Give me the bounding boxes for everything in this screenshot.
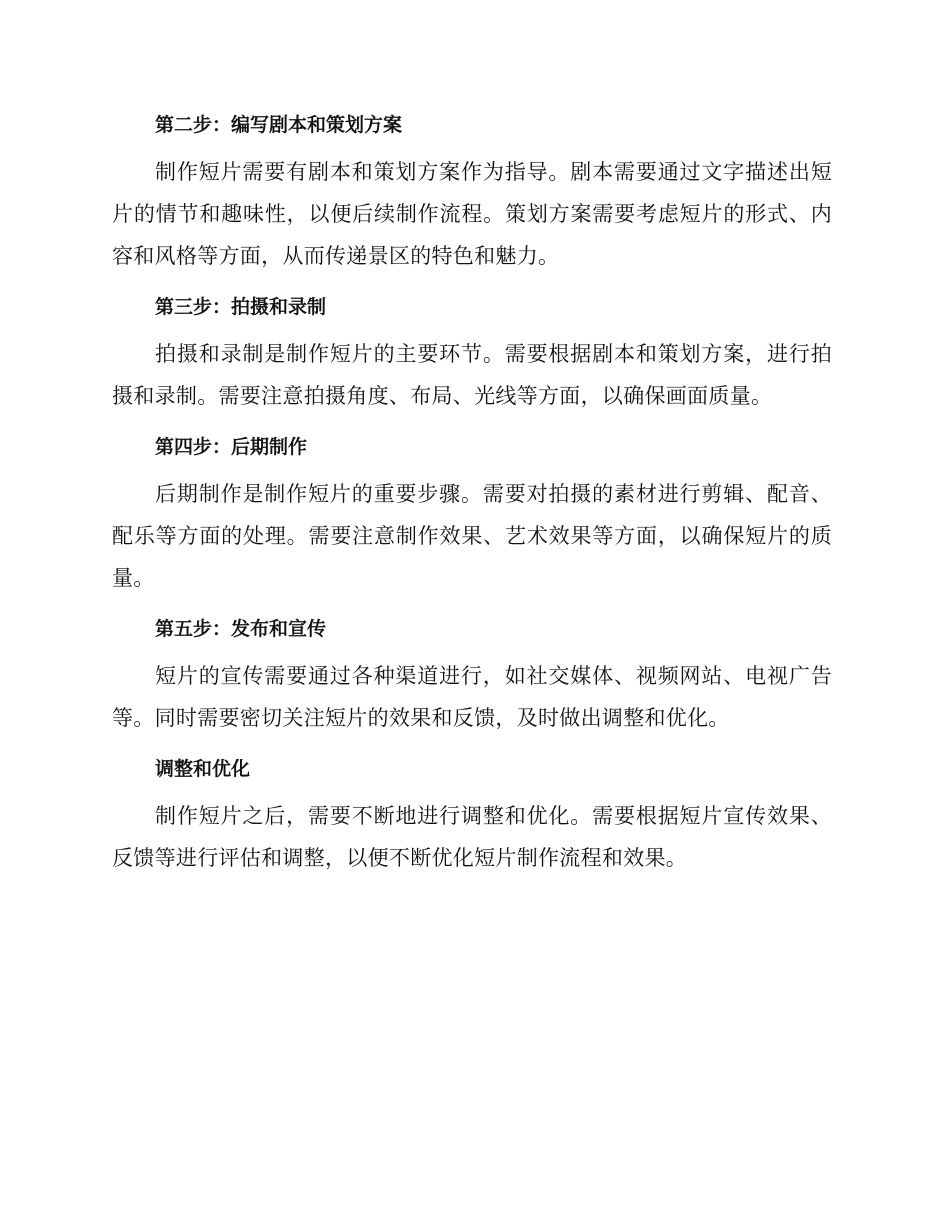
- section-heading-step-2: 第二步：编写剧本和策划方案: [155, 114, 403, 136]
- section-body-step-2: 制作短片需要有剧本和策划方案作为指导。剧本需要通过文字描述出短片的情节和趣味性，以便后续制作流程。策划方案需要考虑短片的形式、内容和风格等方面，从而传递景区的特色和魅力。: [112, 160, 832, 268]
- section-heading-step-5: 第五步：发布和宣传: [155, 618, 327, 640]
- section-body-adjust-optimize: 制作短片之后，需要不断地进行调整和优化。需要根据短片宣传效果、反馈等进行评估和调整，以便不断优化短片制作流程和效果。: [112, 804, 832, 870]
- document-content: [112, 104, 832, 888]
- section-body-step-5: 短片的宣传需要通过各种渠道进行，如社交媒体、视频网站、电视广告等。同时需要密切关注短片的效果和反馈，及时做出调整和优化。: [112, 664, 832, 730]
- section-heading-step-3: 第三步：拍摄和录制: [155, 296, 327, 318]
- section-body-step-3: 拍摄和录制是制作短片的主要环节。需要根据剧本和策划方案，进行拍摄和录制。需要注意拍摄角度、布局、光线等方面，以确保画面质量。: [112, 342, 832, 408]
- section-heading-adjust-optimize: 调整和优化: [155, 758, 251, 780]
- section-body-step-4: 后期制作是制作短片的重要步骤。需要对拍摄的素材进行剪辑、配音、配乐等方面的处理。需要注意制作效果、艺术效果等方面，以确保短片的质量。: [112, 482, 832, 590]
- section-heading-step-4: 第四步：后期制作: [155, 436, 308, 458]
